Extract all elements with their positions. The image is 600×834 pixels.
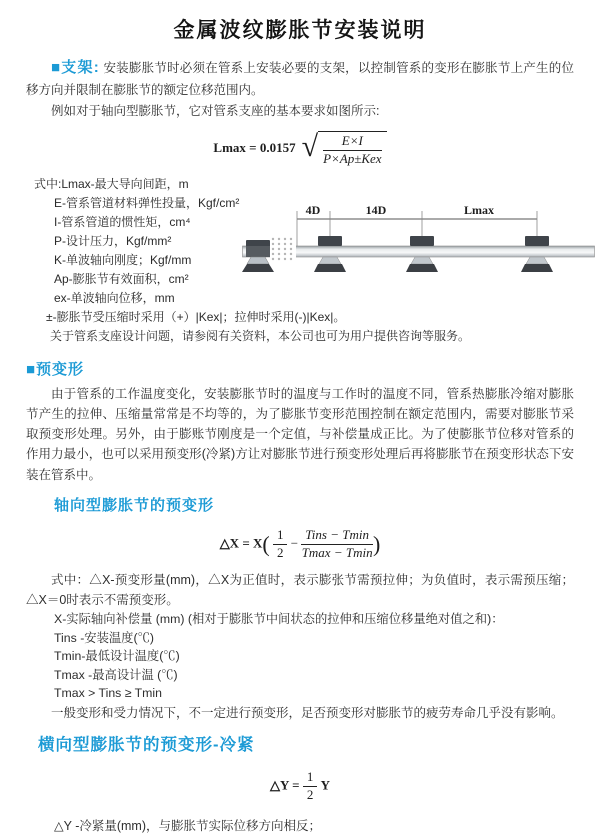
- parameter-item: X-实际轴向补偿量 (mm) (相对于膨胀节中间状态的拉伸和压缩位移量绝对值之和)：: [54, 612, 504, 627]
- parameter-item: Tmax > Tins ≥ Tmin: [54, 686, 162, 701]
- support-example-line: 例如对于轴向型膨胀节，它对管系支座的基本要求如图所示:: [51, 103, 380, 118]
- pipe-support-diagram-svg: [242, 202, 595, 302]
- predeform-section-heading: ■预变形: [26, 360, 85, 378]
- radical-sign: √: [301, 129, 319, 163]
- axial-parameter-list: [26, 610, 574, 703]
- lmax-formula: [26, 131, 574, 167]
- lateral-formula-lhs: △Y =: [270, 777, 300, 793]
- half-denominator: 2: [276, 544, 284, 560]
- axial-note-paragraph: 式中：△X-预变形量(mm)，△X为正值时，表示膨张节需预拉伸；为负值时，表示需预压缩；△X＝0时表示不需预变形。: [26, 572, 574, 608]
- definition-item: K-单波轴向刚度；Kgf/mm: [54, 252, 192, 267]
- page-title: 金属波纹膨胀节安装说明: [173, 19, 427, 42]
- lmax-formula-denominator: P×Ap±Kex: [323, 150, 382, 166]
- axial-formula-lhs: △X = X: [219, 535, 263, 551]
- definition-item: ±-膨胀节受压缩时采用（+）|Kex|；拉伸时采用(-)|Kex|。: [46, 309, 346, 324]
- support-intro-text: 安装膨胀节时必须在管系上安装必要的支架，以控制管系的变形在膨胀节上产生的位移方向并限制在膨胀节的额定位移范围内。: [26, 61, 574, 98]
- dim-label-4d: 4D: [305, 203, 321, 217]
- definition-item: I-管系管道的惯性矩，cm⁴: [54, 214, 191, 229]
- half-numerator: 1: [273, 528, 288, 545]
- definition-item: E-管系管道材料弹性投量，Kgf/cm²: [54, 195, 240, 210]
- lateral-formula: [26, 770, 574, 803]
- lmax-formula-numerator: E×I: [323, 134, 382, 151]
- sqrt-radical: [302, 131, 387, 167]
- minus-sign: −: [290, 535, 299, 551]
- temp-frac-numerator: Tins − Tmin: [301, 528, 373, 545]
- lateral-note-line: △Y -冷紧量(mm)，与膨胀节实际位移方向相反；: [54, 818, 322, 833]
- parameter-item: Tins -安装温度(℃): [54, 630, 154, 645]
- definition-item: 关于管系支座设计问题，请参阅有关资料，本公司也可为用户提供咨询等服务。: [50, 328, 471, 343]
- anchor-support: [242, 240, 274, 272]
- parameter-item: Tmax -最高设计温 (℃): [54, 667, 178, 682]
- axial-subsection-heading: 轴向型膨胀节的预变形: [54, 496, 215, 514]
- temp-frac-denominator: Tmax − Tmin: [301, 544, 373, 560]
- axial-remark-paragraph: 一般变形和受力情况下，不一定进行预变形，足否预变形对膨胀节的疲劳寿命几乎没有影响。: [51, 705, 564, 720]
- dim-label-lmax: Lmax: [464, 203, 494, 217]
- dim-label-14d: 14D: [365, 203, 387, 217]
- document-page: [0, 14, 600, 833]
- lateral-half-denominator: 2: [306, 786, 314, 802]
- parameter-item: Tmin-最低设计温度(℃): [54, 649, 180, 664]
- axial-formula: [26, 528, 574, 561]
- predeform-paragraph: 由于管系的工作温度变化，安装膨胀节时的温度与工作时的温度不同，管系热膨胀冷缩对膨胀节产生的拉伸、压缩量常常是不均等的，为了膨胀节变形范围控制在额定范围内，需要对膨胀节采取预变形处理。另外，由于膨账节刚度是一个定值，与补偿量成正比。为了使膨胀节位移对管系的作用力最小，也可以采用预变形(冷紧)方让对膨胀节进行预变形处理后再将膨胀节在预变形状态下安装在管系中。: [26, 386, 574, 482]
- lmax-formula-lhs: Lmax = 0.0157: [213, 139, 296, 155]
- definition-item: Ap-膨胀节有效面积，cm²: [54, 271, 189, 286]
- left-paren: (: [262, 531, 270, 557]
- definition-item: ex-单波轴向位移，mm: [54, 290, 175, 305]
- definition-item: P-设计压力，Kgf/mm²: [54, 233, 172, 248]
- support-intro-paragraph: [26, 56, 574, 101]
- bellows-expansion-joint: [270, 238, 296, 260]
- pipe-support-diagram: [242, 202, 595, 302]
- lateral-subsection-heading: 横向型膨胀节的预变形-冷紧: [38, 736, 255, 755]
- lateral-half-numerator: 1: [303, 770, 318, 787]
- right-paren: ): [372, 531, 381, 557]
- lateral-formula-rhs: Y: [320, 777, 330, 793]
- definition-item: 式中:Lmax-最大导向间距，m: [34, 176, 189, 191]
- support-section-heading: ■支架:: [51, 59, 100, 76]
